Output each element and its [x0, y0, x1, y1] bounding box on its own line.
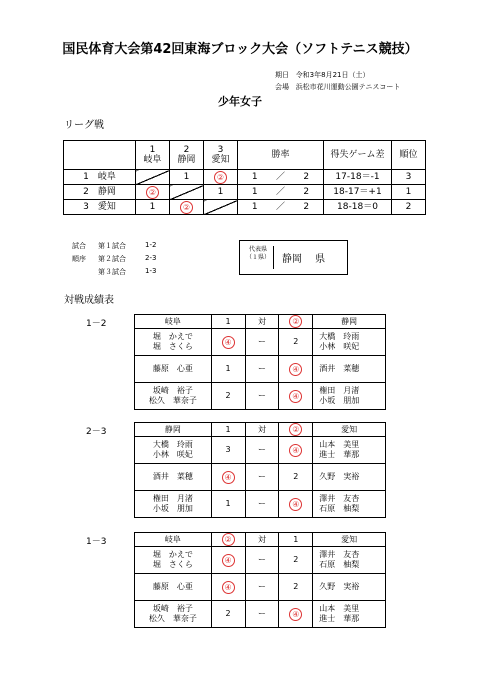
- venue-line: [275, 82, 400, 92]
- match-row: [135, 491, 386, 518]
- win-circle: ④: [222, 471, 235, 484]
- right-score: [279, 315, 313, 329]
- self-cell: [204, 200, 238, 215]
- category-title: 少年女子: [218, 95, 262, 108]
- game-b: [279, 437, 313, 464]
- dash: ー: [245, 383, 279, 410]
- venue-value: 浜松市花川運動公園テニスコート: [295, 83, 401, 91]
- right-score: 1: [279, 533, 313, 547]
- league-col-1: 1 岐阜: [136, 141, 170, 170]
- representative-value: 静岡 県: [282, 254, 326, 265]
- slash: ／: [272, 185, 290, 200]
- match-row: [135, 547, 386, 574]
- venue-label: 会場: [275, 83, 289, 91]
- win-circle: ④: [289, 444, 302, 457]
- match-table: [134, 422, 386, 518]
- league-corner: [64, 141, 136, 170]
- left-players: 大橋 玲雨 小林 咲妃: [135, 437, 212, 464]
- left-players: 藤原 心亜: [135, 574, 212, 601]
- vs: 対: [245, 315, 279, 329]
- result-cell: [204, 170, 238, 185]
- slash: ／: [272, 200, 290, 215]
- left-players: 堀 かえで 堀 さくら: [135, 329, 212, 356]
- game-a: 2: [211, 383, 245, 410]
- order-label-2: 順序: [72, 255, 86, 263]
- right-players: 大橋 玲雨 小林 咲妃: [313, 329, 386, 356]
- rank: 2: [392, 200, 426, 215]
- self-cell: [170, 185, 204, 200]
- league-header-row: [64, 141, 426, 170]
- dash: ー: [245, 329, 279, 356]
- game-b: 2: [279, 547, 313, 574]
- representative-box: [239, 240, 348, 275]
- rank: 3: [392, 170, 426, 185]
- team-label: 2 静岡: [64, 185, 136, 200]
- vs: 対: [245, 423, 279, 437]
- wins: 1: [238, 185, 272, 200]
- right-team: 愛知: [313, 423, 386, 437]
- game-diff: 17-18＝-1: [324, 170, 392, 185]
- match-head: [135, 315, 386, 329]
- game-a: [211, 547, 245, 574]
- right-players: 久野 実裕: [313, 464, 386, 491]
- match-head: [135, 423, 386, 437]
- right-players: 久野 実裕: [313, 574, 386, 601]
- win-circle: ②: [180, 201, 193, 214]
- league-row-aichi: [64, 200, 426, 215]
- left-players: 藤原 心亜: [135, 356, 212, 383]
- games: 2: [290, 170, 324, 185]
- game-diff: 18-17＝+1: [324, 185, 392, 200]
- match-row: [135, 329, 386, 356]
- right-players: 権田 月渚 小坂 朋加: [313, 383, 386, 410]
- league-rank-header: 順位: [392, 141, 426, 170]
- left-team: 岐阜: [135, 533, 212, 547]
- game-b: [279, 383, 313, 410]
- dash: ー: [245, 437, 279, 464]
- left-score: 1: [211, 423, 245, 437]
- result-cell: [170, 200, 204, 215]
- right-players: 澤井 友杏 石原 柚梨: [313, 547, 386, 574]
- order-item-name: 第２試合: [98, 255, 126, 263]
- win-circle: ②: [289, 423, 302, 436]
- date-label: 期日: [275, 71, 289, 79]
- representative-label: 代表県 （１県）: [243, 246, 274, 269]
- dash: ー: [245, 601, 279, 628]
- game-a: [211, 329, 245, 356]
- games: 2: [290, 185, 324, 200]
- team-label: 1 岐阜: [64, 170, 136, 185]
- wins: 1: [238, 200, 272, 215]
- left-players: 酒井 菜穂: [135, 464, 212, 491]
- win-circle: ④: [289, 390, 302, 403]
- order-item-value: 1-2: [145, 241, 157, 249]
- dash: ー: [245, 574, 279, 601]
- league-row-shizuoka: [64, 185, 426, 200]
- left-players: 堀 かえで 堀 さくら: [135, 547, 212, 574]
- left-players: 権田 月渚 小坂 朋加: [135, 491, 212, 518]
- match-row: [135, 601, 386, 628]
- win-circle: ②: [146, 186, 159, 199]
- left-team: 静岡: [135, 423, 212, 437]
- wins: 1: [238, 170, 272, 185]
- match-row: [135, 437, 386, 464]
- game-a: 3: [211, 437, 245, 464]
- match-label: 1－3: [86, 537, 107, 547]
- right-players: 山本 美里 進士 華那: [313, 437, 386, 464]
- result-cell: [136, 185, 170, 200]
- league-winrate-header: 勝率: [238, 141, 324, 170]
- win-circle: ④: [289, 363, 302, 376]
- team-label: 3 愛知: [64, 200, 136, 215]
- match-row: [135, 383, 386, 410]
- league-title: リーグ戦: [64, 120, 104, 131]
- right-team: 静岡: [313, 315, 386, 329]
- league-row-gifu: [64, 170, 426, 185]
- slash: ／: [272, 170, 290, 185]
- win-circle: ②: [289, 315, 302, 328]
- right-score: [279, 423, 313, 437]
- match-label: 2－3: [86, 427, 107, 437]
- win-circle: ④: [222, 581, 235, 594]
- game-a: 1: [211, 491, 245, 518]
- match-table: [134, 532, 386, 628]
- left-team: 岐阜: [135, 315, 212, 329]
- game-diff: 18-18＝0: [324, 200, 392, 215]
- left-players: 坂崎 裕子 松久 華奈子: [135, 383, 212, 410]
- game-b: [279, 491, 313, 518]
- match-row: [135, 464, 386, 491]
- order-item-name: 第１試合: [98, 242, 126, 250]
- order-label-1: 試合: [72, 242, 86, 250]
- match-head: [135, 533, 386, 547]
- self-cell: [136, 170, 170, 185]
- game-a: 2: [211, 601, 245, 628]
- game-b: [279, 356, 313, 383]
- right-players: 澤井 友杏 石原 柚梨: [313, 491, 386, 518]
- win-circle: ②: [222, 533, 235, 546]
- right-players: 山本 美里 進士 華那: [313, 601, 386, 628]
- match-row: [135, 574, 386, 601]
- game-b: 2: [279, 329, 313, 356]
- match-row: [135, 356, 386, 383]
- vs: 対: [245, 533, 279, 547]
- left-players: 坂崎 裕子 松久 華奈子: [135, 601, 212, 628]
- left-score: 1: [211, 315, 245, 329]
- dash: ー: [245, 547, 279, 574]
- game-b: 2: [279, 574, 313, 601]
- league-diff-header: 得失ゲーム差: [324, 141, 392, 170]
- order-item-value: 1-3: [145, 267, 157, 275]
- win-circle: ④: [289, 498, 302, 511]
- result-cell: 1: [136, 200, 170, 215]
- match-table: [134, 314, 386, 410]
- order-item-name: 第３試合: [98, 268, 126, 276]
- match-label: 1－2: [86, 319, 107, 329]
- page-title: 国民体育大会第42回東海ブロック大会（ソフトテニス競技）: [62, 42, 418, 57]
- win-circle: ②: [214, 171, 227, 184]
- games: 2: [290, 200, 324, 215]
- left-score: [211, 533, 245, 547]
- league-col-2: 2 静岡: [170, 141, 204, 170]
- win-circle: ④: [222, 336, 235, 349]
- result-cell: 1: [204, 185, 238, 200]
- win-circle: ④: [222, 554, 235, 567]
- dash: ー: [245, 464, 279, 491]
- date-line: [275, 70, 370, 80]
- game-a: 1: [211, 356, 245, 383]
- game-b: [279, 601, 313, 628]
- game-b: 2: [279, 464, 313, 491]
- league-table: [63, 140, 426, 215]
- win-circle: ④: [289, 608, 302, 621]
- order-item-value: 2-3: [145, 254, 157, 262]
- right-players: 酒井 菜穂: [313, 356, 386, 383]
- game-a: [211, 464, 245, 491]
- right-team: 愛知: [313, 533, 386, 547]
- date-value: 令和3年8月21日（土）: [295, 71, 370, 79]
- results-title: 対戦成績表: [64, 295, 114, 306]
- league-col-3: 3 愛知: [204, 141, 238, 170]
- dash: ー: [245, 491, 279, 518]
- result-cell: 1: [170, 170, 204, 185]
- rank: 1: [392, 185, 426, 200]
- game-a: [211, 574, 245, 601]
- dash: ー: [245, 356, 279, 383]
